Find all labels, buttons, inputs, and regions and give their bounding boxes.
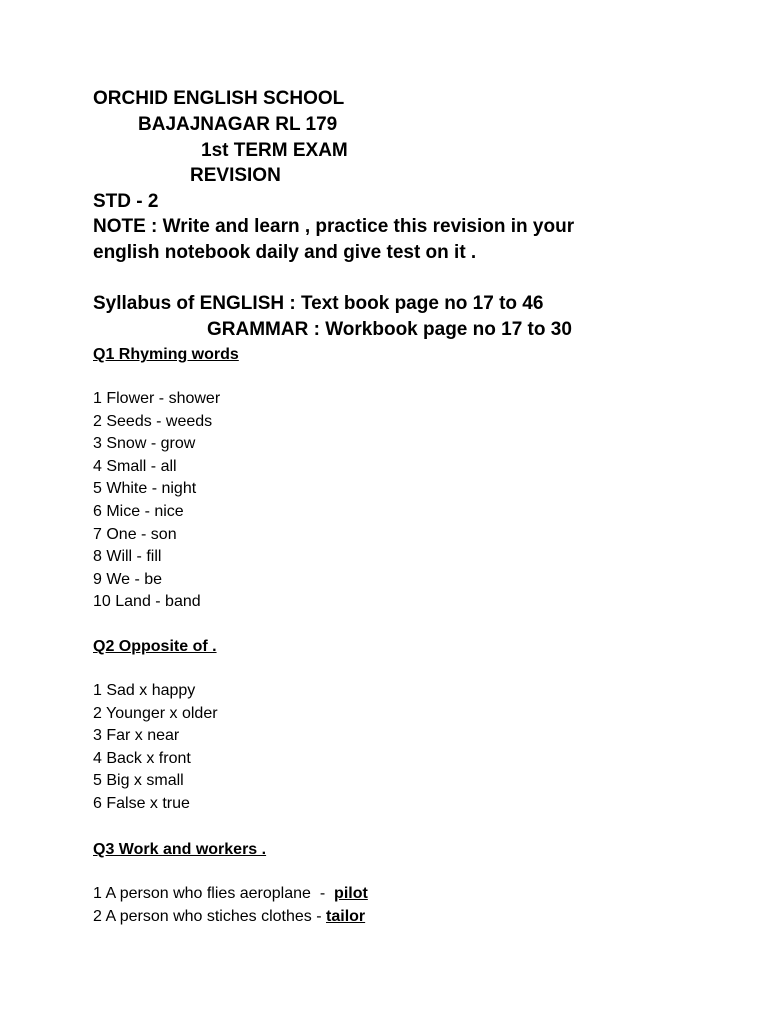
- q1-list: [93, 388, 220, 614]
- note-line-2: english notebook daily and give test on it .: [93, 242, 477, 263]
- exam-title: 1st TERM EXAM: [201, 140, 348, 161]
- q3-list: [93, 883, 368, 928]
- q3-heading: Q3 Work and workers .: [93, 841, 267, 858]
- school-address: BAJAJNAGAR RL 179: [138, 114, 338, 135]
- note-line-1: NOTE : Write and learn , practice this revision in your: [93, 216, 575, 237]
- school-name: ORCHID ENGLISH SCHOOL: [93, 88, 345, 109]
- list-item: 5 White - night: [93, 480, 197, 498]
- standard-label: STD - 2: [93, 191, 159, 212]
- list-item: 4 Small - all: [93, 457, 177, 475]
- syllabus-english: Syllabus of ENGLISH : Text book page no 17 to 46: [93, 293, 544, 314]
- q3-question: 1 A person who flies aeroplane -: [93, 885, 335, 902]
- list-item: 4 Back x front: [93, 749, 191, 767]
- list-item: [93, 883, 368, 906]
- q3-answer: pilot: [334, 885, 368, 902]
- list-item: 5 Big x small: [93, 772, 184, 790]
- q2-list: [93, 680, 218, 816]
- list-item: 9 We - be: [93, 570, 163, 588]
- list-item: 8 Will - fill: [93, 548, 162, 566]
- list-item: 2 Seeds - weeds: [93, 412, 213, 430]
- syllabus-grammar: GRAMMAR : Workbook page no 17 to 30: [207, 319, 572, 340]
- list-item: 6 Mice - nice: [93, 502, 184, 520]
- list-item: 1 Flower - shower: [93, 390, 221, 407]
- q3-question: 2 A person who stiches clothes -: [93, 907, 327, 925]
- revision-title: REVISION: [190, 165, 281, 186]
- list-item: 3 Far x near: [93, 727, 180, 745]
- list-item: 2 Younger x older: [93, 704, 218, 722]
- list-item: 3 Snow - grow: [93, 435, 196, 453]
- list-item: 6 False x true: [93, 794, 190, 812]
- list-item: [93, 906, 368, 929]
- list-item: 7 One - son: [93, 525, 177, 543]
- list-item: 1 Sad x happy: [93, 682, 196, 699]
- q3-answer: tailor: [326, 907, 366, 925]
- list-item: 10 Land - band: [93, 593, 201, 611]
- q2-heading: Q2 Opposite of .: [93, 638, 217, 655]
- q1-heading: Q1 Rhyming words: [93, 346, 239, 363]
